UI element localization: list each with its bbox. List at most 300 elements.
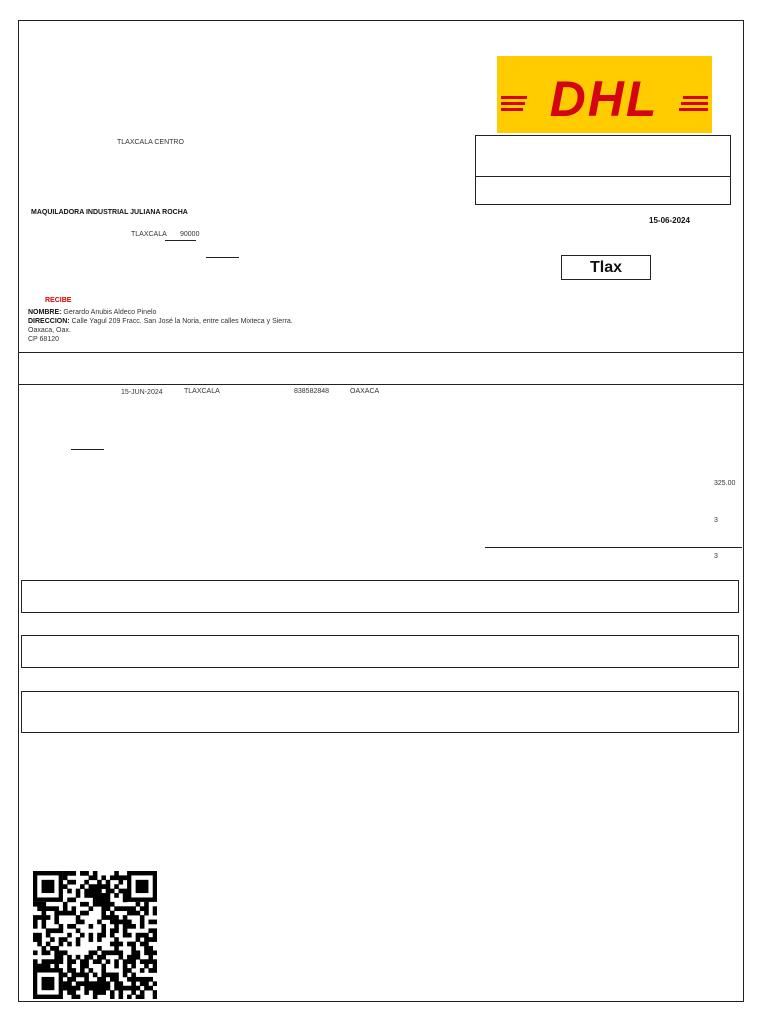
qr-module xyxy=(123,933,128,938)
blank-underline-1 xyxy=(206,257,239,258)
qr-module xyxy=(42,902,47,907)
qr-module xyxy=(148,977,153,982)
qr-module xyxy=(76,995,81,999)
qr-module xyxy=(42,920,47,925)
qr-module xyxy=(114,924,119,929)
qr-module xyxy=(97,959,102,964)
qr-module xyxy=(148,986,153,991)
qr-module xyxy=(93,959,98,964)
qr-module xyxy=(148,920,153,925)
reference-box-1 xyxy=(475,135,731,177)
qr-module xyxy=(123,920,128,925)
qr-module xyxy=(127,920,132,925)
qr-module xyxy=(71,911,76,916)
qr-module xyxy=(67,968,72,973)
sender-city: TLAXCALA xyxy=(131,231,167,238)
shipment-date: 15-JUN-2024 xyxy=(121,389,163,396)
qr-module xyxy=(101,875,106,880)
qr-module xyxy=(110,875,115,880)
qr-module xyxy=(148,928,153,933)
qr-module xyxy=(46,928,51,933)
qr-module xyxy=(33,902,38,907)
qr-module xyxy=(140,990,145,995)
qr-module xyxy=(80,981,85,986)
qr-module xyxy=(119,889,124,894)
qr-module xyxy=(144,964,149,969)
qr-module xyxy=(114,906,119,911)
qr-module xyxy=(84,959,89,964)
qr-module xyxy=(76,973,81,978)
qr-module xyxy=(119,942,124,947)
qr-module xyxy=(63,871,68,876)
qr-module xyxy=(148,937,153,942)
qr-module xyxy=(84,889,89,894)
qr-module xyxy=(106,880,111,885)
qr-module xyxy=(153,964,157,969)
recipient-city-line: Oaxaca, Oax. xyxy=(28,327,71,334)
qr-module xyxy=(33,933,38,938)
qr-module xyxy=(76,915,81,920)
qr-module xyxy=(67,959,72,964)
qr-module xyxy=(110,995,115,999)
qr-module xyxy=(97,880,102,885)
qr-module xyxy=(119,986,124,991)
qr-module xyxy=(101,990,106,995)
qr-module xyxy=(123,893,128,898)
qr-module xyxy=(84,981,89,986)
qr-module xyxy=(101,906,106,911)
qr-module xyxy=(127,959,132,964)
qr-module xyxy=(127,906,132,911)
qr-module xyxy=(148,968,153,973)
qr-module xyxy=(114,964,119,969)
recipient-heading: RECIBE xyxy=(45,297,72,304)
qr-module xyxy=(42,946,47,951)
qr-module xyxy=(153,950,157,955)
qr-module xyxy=(67,924,72,929)
qr-module xyxy=(136,950,141,955)
qr-module xyxy=(89,937,94,942)
qr-module xyxy=(93,986,98,991)
qr-module xyxy=(101,933,106,938)
qr-module xyxy=(80,902,85,907)
qr-module xyxy=(33,924,38,929)
qr-module xyxy=(123,875,128,880)
qr-module xyxy=(106,986,111,991)
qr-module xyxy=(110,942,115,947)
qr-module xyxy=(59,959,64,964)
qr-module xyxy=(93,893,98,898)
qr-module xyxy=(114,973,119,978)
qr-module xyxy=(50,928,55,933)
dhl-logo-text: DHL xyxy=(549,71,659,127)
qr-module xyxy=(110,990,115,995)
qr-module xyxy=(140,933,145,938)
qr-module xyxy=(84,986,89,991)
qr-module xyxy=(76,889,81,894)
qr-module xyxy=(71,977,76,982)
origin-box xyxy=(561,255,651,280)
qr-module xyxy=(131,959,136,964)
qr-module xyxy=(97,897,102,902)
qr-module xyxy=(144,933,149,938)
qr-module xyxy=(80,964,85,969)
qr-module xyxy=(110,889,115,894)
qr-module xyxy=(110,911,115,916)
qr-module xyxy=(59,950,64,955)
qr-module xyxy=(153,928,157,933)
qr-module xyxy=(54,946,59,951)
qr-module xyxy=(84,871,89,876)
empty-box-1 xyxy=(21,580,739,613)
qr-module xyxy=(106,889,111,894)
qr-module xyxy=(54,920,59,925)
qr-module xyxy=(131,946,136,951)
qr-module xyxy=(114,986,119,991)
qr-module xyxy=(50,946,55,951)
qr-module xyxy=(123,973,128,978)
origin-box-label: Tlax xyxy=(589,258,622,276)
dhl-logo xyxy=(497,56,712,133)
qr-module xyxy=(33,937,38,942)
qr-module xyxy=(131,981,136,986)
qr-module xyxy=(101,915,106,920)
qr-module xyxy=(127,924,132,929)
qr-module xyxy=(50,937,55,942)
qr-module xyxy=(93,950,98,955)
qr-module xyxy=(46,933,51,938)
qr-module xyxy=(144,981,149,986)
qr-module xyxy=(114,928,119,933)
qr-module xyxy=(67,871,72,876)
qr-module xyxy=(153,906,157,911)
qr-module xyxy=(110,977,115,982)
qr-module xyxy=(144,977,149,982)
qr-module xyxy=(153,981,157,986)
amount-value-3: 3 xyxy=(714,553,718,560)
qr-module xyxy=(153,959,157,964)
qr-module xyxy=(153,911,157,916)
qr-module xyxy=(131,906,136,911)
qr-module xyxy=(89,884,94,889)
qr-module xyxy=(71,973,76,978)
qr-module xyxy=(144,986,149,991)
qr-module xyxy=(42,911,47,916)
qr-module xyxy=(136,902,141,907)
qr-module xyxy=(84,977,89,982)
qr-module xyxy=(127,977,132,982)
qr-module xyxy=(80,871,85,876)
qr-module xyxy=(140,942,145,947)
qr-module xyxy=(106,915,111,920)
qr-module xyxy=(63,950,68,955)
qr-module xyxy=(140,924,145,929)
qr-module xyxy=(67,981,72,986)
qr-module xyxy=(54,950,59,955)
qr-module xyxy=(54,911,59,916)
qr-module xyxy=(101,964,106,969)
qr-module xyxy=(144,902,149,907)
qr-module xyxy=(123,924,128,929)
qr-module xyxy=(97,893,102,898)
qr-module xyxy=(136,937,141,942)
qr-module xyxy=(101,950,106,955)
shipment-origin: TLAXCALA xyxy=(184,388,220,395)
sender-city-center: TLAXCALA CENTRO xyxy=(117,139,184,146)
qr-module xyxy=(76,893,81,898)
qr-module xyxy=(123,897,128,902)
qr-module xyxy=(89,875,94,880)
qr-module xyxy=(76,928,81,933)
qr-module xyxy=(131,950,136,955)
qr-module xyxy=(76,937,81,942)
qr-module xyxy=(37,915,42,920)
qr-module xyxy=(97,990,102,995)
qr-module xyxy=(119,880,124,885)
amount-divider xyxy=(485,547,742,548)
qr-module xyxy=(119,950,124,955)
qr-module xyxy=(89,889,94,894)
qr-module xyxy=(89,950,94,955)
blank-underline-2 xyxy=(71,449,104,450)
qr-module xyxy=(140,977,145,982)
qr-module xyxy=(89,968,94,973)
qr-module xyxy=(42,977,55,990)
qr-module xyxy=(131,973,136,978)
qr-module xyxy=(101,977,106,982)
qr-module xyxy=(144,942,149,947)
qr-module xyxy=(67,942,72,947)
qr-module xyxy=(59,942,64,947)
qr-module xyxy=(59,911,64,916)
qr-module xyxy=(89,933,94,938)
qr-module xyxy=(106,959,111,964)
qr-module xyxy=(136,955,141,960)
qr-module xyxy=(59,937,64,942)
qr-module xyxy=(89,986,94,991)
qr-module xyxy=(127,942,132,947)
qr-module xyxy=(136,933,141,938)
qr-module xyxy=(97,986,102,991)
qr-module xyxy=(76,955,81,960)
qr-module xyxy=(67,933,72,938)
qr-module xyxy=(101,928,106,933)
qr-module xyxy=(114,959,119,964)
shipment-destination: OAXACA xyxy=(350,388,380,395)
qr-module xyxy=(89,893,94,898)
qr-module xyxy=(110,928,115,933)
qr-module xyxy=(89,924,94,929)
qr-module xyxy=(54,906,59,911)
qr-module xyxy=(140,995,145,999)
qr-module xyxy=(114,950,119,955)
qr-module xyxy=(114,875,119,880)
qr-module xyxy=(148,959,153,964)
qr-module xyxy=(101,973,106,978)
qr-module xyxy=(46,964,51,969)
qr-module xyxy=(67,880,72,885)
qr-module xyxy=(71,897,76,902)
recipient-name-label: NOMBRE: xyxy=(28,309,62,316)
qr-module xyxy=(123,915,128,920)
qr-module xyxy=(63,981,68,986)
qr-module xyxy=(114,977,119,982)
qr-module xyxy=(67,911,72,916)
section-divider-1 xyxy=(18,352,743,353)
empty-box-2 xyxy=(21,635,739,668)
qr-module xyxy=(123,968,128,973)
qr-module xyxy=(97,920,102,925)
qr-module xyxy=(110,973,115,978)
qr-module xyxy=(46,906,51,911)
qr-module xyxy=(127,995,132,999)
section-divider-2 xyxy=(18,384,743,385)
qr-module xyxy=(42,906,47,911)
qr-module xyxy=(131,911,136,916)
qr-module xyxy=(106,950,111,955)
qr-module xyxy=(71,990,76,995)
qr-module xyxy=(136,995,141,999)
empty-box-3 xyxy=(21,691,739,733)
qr-module xyxy=(144,937,149,942)
qr-module xyxy=(114,981,119,986)
qr-module xyxy=(54,928,59,933)
amount-value-1: 325.00 xyxy=(714,480,736,487)
qr-module xyxy=(119,981,124,986)
qr-module xyxy=(114,893,119,898)
qr-module xyxy=(131,924,136,929)
qr-module xyxy=(67,986,72,991)
qr-module xyxy=(119,995,124,999)
qr-module xyxy=(59,924,64,929)
qr-module xyxy=(101,924,106,929)
qr-module xyxy=(127,955,132,960)
qr-module xyxy=(84,893,89,898)
qr-module xyxy=(80,933,85,938)
qr-module xyxy=(93,902,98,907)
qr-module xyxy=(114,942,119,947)
qr-module xyxy=(144,911,149,916)
qr-module xyxy=(97,933,102,938)
qr-module xyxy=(110,915,115,920)
qr-module xyxy=(148,955,153,960)
qr-module xyxy=(114,915,119,920)
qr-module xyxy=(33,950,38,955)
qr-module xyxy=(119,990,124,995)
qr-module xyxy=(136,880,149,893)
qr-module xyxy=(97,884,102,889)
qr-module xyxy=(144,959,149,964)
qr-module xyxy=(63,875,68,880)
qr-module xyxy=(110,933,115,938)
qr-module xyxy=(67,955,72,960)
qr-module xyxy=(63,906,68,911)
qr-module xyxy=(67,990,72,995)
qr-module xyxy=(123,959,128,964)
qr-module xyxy=(106,906,111,911)
qr-module xyxy=(46,950,51,955)
qr-module xyxy=(46,959,51,964)
qr-module xyxy=(140,968,145,973)
qr-module xyxy=(33,920,38,925)
qr-module xyxy=(131,964,136,969)
qr-module xyxy=(93,897,98,902)
qr-module xyxy=(131,955,136,960)
qr-module xyxy=(106,973,111,978)
qr-module xyxy=(54,964,59,969)
qr-module xyxy=(71,986,76,991)
qr-module xyxy=(63,884,68,889)
recipient-name-line xyxy=(28,309,156,317)
qr-module xyxy=(50,906,55,911)
qr-module xyxy=(114,920,119,925)
qr-module xyxy=(54,915,59,920)
shipment-tracking: 838582848 xyxy=(294,388,330,395)
qr-module xyxy=(114,946,119,951)
qr-module xyxy=(101,968,106,973)
qr-module xyxy=(123,906,128,911)
qr-module xyxy=(101,986,106,991)
qr-module xyxy=(114,937,119,942)
qr-module xyxy=(153,995,157,999)
qr-module xyxy=(119,875,124,880)
qr-module xyxy=(101,981,106,986)
qr-module xyxy=(131,986,136,991)
qr-module xyxy=(153,968,157,973)
qr-module xyxy=(110,950,115,955)
qr-module xyxy=(131,977,136,982)
recipient-address-label: DIRECCION: xyxy=(28,318,70,325)
qr-module xyxy=(42,950,47,955)
qr-module xyxy=(71,959,76,964)
qr-module xyxy=(42,924,47,929)
qr-module xyxy=(123,964,128,969)
qr-module xyxy=(67,964,72,969)
qr-module xyxy=(114,884,119,889)
qr-module xyxy=(84,902,89,907)
qr-module xyxy=(93,884,98,889)
qr-module xyxy=(110,920,115,925)
qr-module xyxy=(153,937,157,942)
qr-module xyxy=(101,955,106,960)
qr-module xyxy=(71,995,76,999)
qr-module xyxy=(71,924,76,929)
qr-module xyxy=(37,902,42,907)
qr-module xyxy=(89,981,94,986)
qr-module xyxy=(67,897,72,902)
qr-module xyxy=(127,986,132,991)
qr-module xyxy=(97,955,102,960)
qr-module xyxy=(71,871,76,876)
qr-module xyxy=(80,959,85,964)
qr-module xyxy=(97,977,102,982)
qr-module xyxy=(110,902,115,907)
qr-module xyxy=(76,986,81,991)
qr-module xyxy=(106,893,111,898)
qr-module xyxy=(63,973,68,978)
qr-module xyxy=(101,893,106,898)
qr-module xyxy=(140,906,145,911)
qr-module xyxy=(63,911,68,916)
qr-module xyxy=(119,906,124,911)
qr-module xyxy=(144,946,149,951)
qr-module xyxy=(148,946,153,951)
qr-module xyxy=(54,955,59,960)
qr-module xyxy=(42,915,47,920)
qr-module xyxy=(54,959,59,964)
qr-module xyxy=(140,959,145,964)
sender-company: MAQUILADORA INDUSTRIAL JULIANA ROCHA xyxy=(31,209,188,216)
